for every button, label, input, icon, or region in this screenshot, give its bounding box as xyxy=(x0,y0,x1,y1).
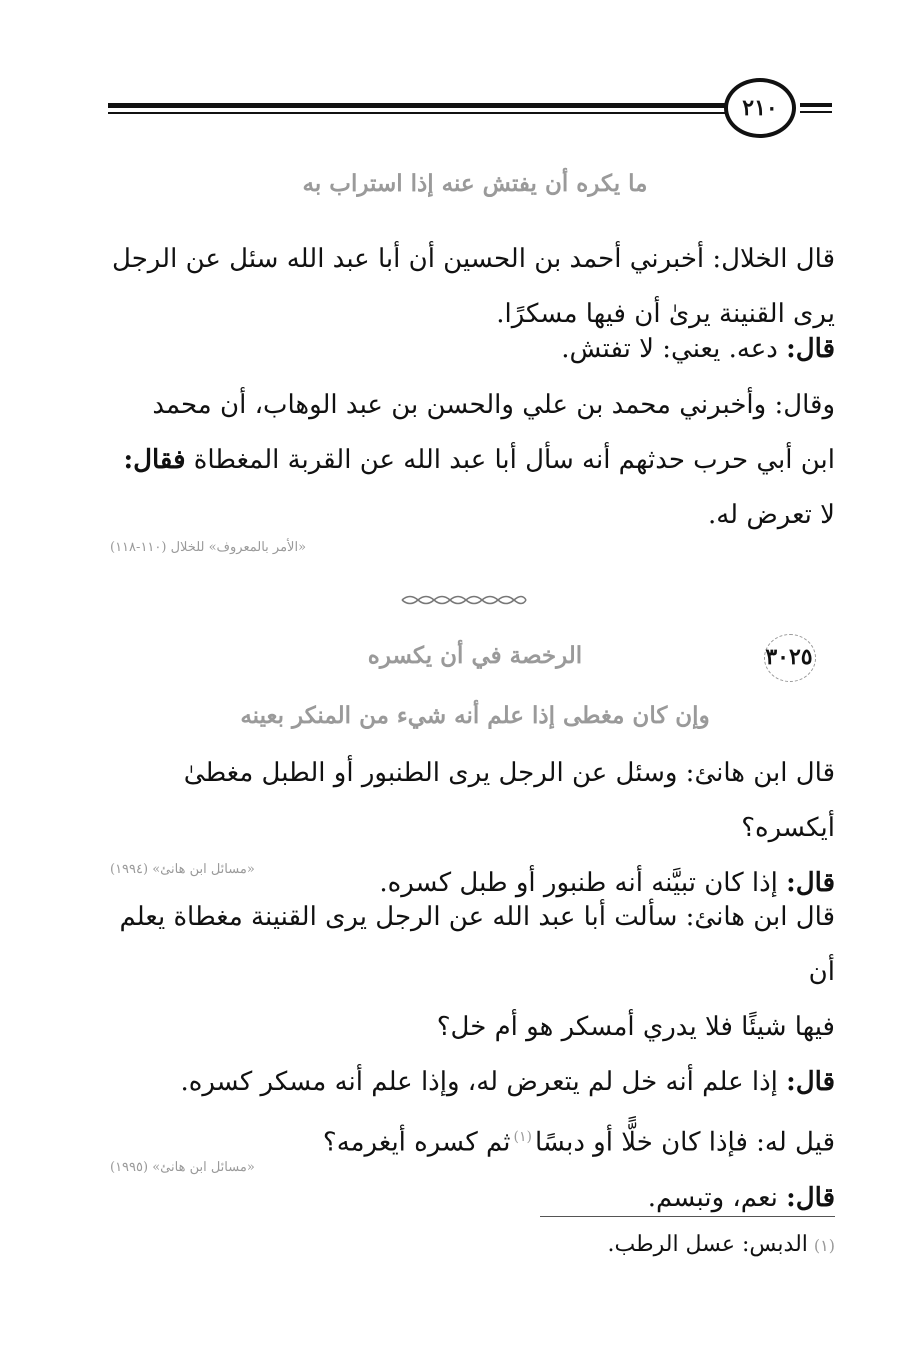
text-line: قال الخلال: أخبرني أحمد بن الحسين أن أبا عبد الله سئل عن الرجل xyxy=(112,244,835,274)
text-line: لا تعرض له. xyxy=(707,500,835,530)
text-line xyxy=(105,433,835,488)
speaker-label: قال: xyxy=(786,1067,835,1097)
text-line: قال ابن هانئ: سألت أبا عبد الله عن الرجل يرى القنينة مغطاة يعلم أن xyxy=(119,902,835,987)
speaker-label: قال: xyxy=(786,868,835,898)
footnote-number: (١) xyxy=(813,1236,835,1255)
text-span: نعم، وتبسم. xyxy=(647,1182,778,1213)
source-citation: «مسائل ابن هانئ» (١٩٩٤) xyxy=(110,862,255,877)
text-line: قال ابن هانئ: وسئل عن الرجل يرى الطنبور أو الطبل مغطىٰ أيكسره؟ xyxy=(183,758,835,843)
header-rule xyxy=(108,103,736,117)
section-heading: ما يكره أن يفتش عنه إذا استراب به xyxy=(302,170,648,197)
text-span: إذا كان تبيَّنه أنه طنبور أو طبل كسره. xyxy=(379,868,778,898)
text-span: إذا علم أنه خل لم يتعرض له، وإذا علم أنه مسكر كسره. xyxy=(180,1067,778,1097)
source-citation: «الأمر بالمعروف» للخلال (١١٠-١١٨) xyxy=(110,540,307,555)
header-rule-tail xyxy=(800,103,832,115)
footnote-rule xyxy=(540,1216,835,1217)
paragraph xyxy=(105,746,835,911)
text-span: ثم كسره أيغرمه؟ xyxy=(322,1127,511,1158)
speaker-label: فقال: xyxy=(123,445,186,475)
text-span: دعه. يعني: لا تفتش. xyxy=(561,334,778,364)
section-subheading: وإن كان مغطى إذا علم أنه شيء من المنكر بعينه xyxy=(240,702,710,729)
page-number: ٢١٠ xyxy=(724,78,796,138)
text-line: فيها شيئًا فلا يدري أمسكر هو أم خل؟ xyxy=(436,1012,835,1042)
text-span: ابن أبي حرب حدثهم أنه سأل أبا عبد الله عن القربة المغطاة xyxy=(193,445,835,475)
entry-number: ٣٠٢٥ xyxy=(748,632,830,682)
text-line: يرى القنينة يرىٰ أن فيها مسكرًا. xyxy=(496,299,835,329)
footnote-text: الدبس: عسل الرطب. xyxy=(607,1232,808,1257)
speaker-label: قال: xyxy=(786,1182,835,1213)
text-line xyxy=(105,322,835,377)
paragraph xyxy=(105,322,835,377)
text-line xyxy=(105,1055,835,1110)
text-line: وقال: وأخبرني محمد بن علي والحسن بن عبد الوهاب، أن محمد xyxy=(152,390,835,420)
paragraph xyxy=(105,890,835,1226)
text-span: قيل له: فإذا كان خلًّا أو دبسًا xyxy=(534,1127,835,1158)
speaker-label: قال: xyxy=(786,334,835,364)
ornament-divider xyxy=(400,593,528,607)
text-line xyxy=(105,1171,835,1226)
footnote-marker: (١) xyxy=(513,1129,532,1145)
footnote xyxy=(105,1232,835,1257)
section-heading: الرخصة في أن يكسره xyxy=(367,642,583,669)
source-citation: «مسائل ابن هانئ» (١٩٩٥) xyxy=(110,1160,255,1175)
paragraph xyxy=(105,378,835,543)
